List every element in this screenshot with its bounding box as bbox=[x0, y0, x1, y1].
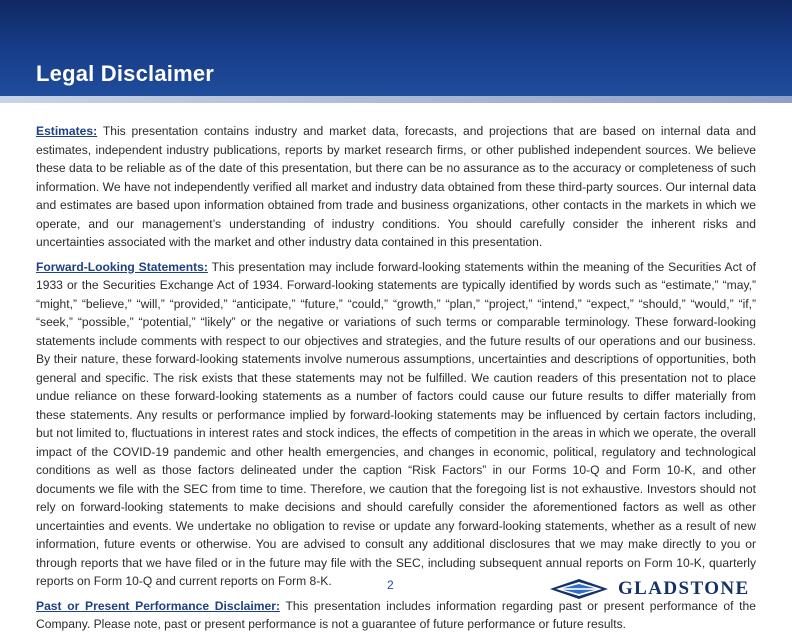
forward-looking-label: Forward-Looking Statements: bbox=[36, 259, 208, 274]
estimates-text: This presentation contains industry and market data, forecasts, and projections that are based on internal data and estimates, independent industry publications, reports by market research firms, or other published independent sources. We believe these data to be reliable as of the date of this presentation, but there can be no assurance as to the accuracy or completeness of such information. We have not independently verified all market and industry data obtained from these third-party sources. Our internal data and estimates are based upon information obtained from trade and business organizations, other contacts in the markets in which we operate, and our management’s understanding of industry conditions. You should carefully consider the inherent risks and uncertainties associated with the market and other industry data contained in this presentation. bbox=[36, 124, 756, 249]
performance-paragraph bbox=[36, 597, 756, 634]
page-number: 2 bbox=[387, 578, 394, 592]
forward-looking-paragraph bbox=[36, 258, 756, 591]
disclaimer-body bbox=[36, 122, 756, 640]
gladstone-logo bbox=[548, 576, 750, 602]
estimates-label: Estimates: bbox=[36, 124, 98, 138]
performance-text: This presentation includes information regarding past or present performance of the Company. Please note, past or present performance is not a guarantee of future performance or future results. bbox=[36, 598, 756, 631]
performance-label: Past or Present Performance Disclaimer: bbox=[36, 598, 280, 613]
gladstone-diamond-logo-icon bbox=[548, 578, 610, 600]
header-accent-band bbox=[0, 96, 792, 103]
logo-wordmark: GLADSTONE bbox=[618, 578, 750, 599]
forward-looking-text: This presentation may include forward-looking statements within the meaning of the Securities Act of 1933 or the Securities Exchange Act of 1934. Forward-looking statements are typically identified by words such as “estimate,” “may,” “might,” “believe,” “will,” “provided,” “anticipate,” “future,” “could,” “growth,” “plan,” “project,” “intend,” “expect,” “should,” “would,” “if,” “seek,” “possible,” “potential,” “likely” or the negative or variations of such terms or comparable terminology. These forward-looking statements include comments with respect to our objectives and strategies, and the future results of our operations and our business. By their nature, these forward-looking statements involve numerous assumptions, uncertainties and descriptions of opportunities, both general and specific. The risk exists that these statements may not be fulfilled. We caution readers of this presentation not to place undue reliance on these forward-looking statements as a number of factors could cause our future results to differ materially from these statements. Any results or performance implied by forward-looking statements may be influenced by certain factors including, but not limited to, fluctuations in interest rates and stock indices, the effects of competition in the areas in which we operate, the overall impact of the COVID-19 pandemic and other health emergencies, and changes in economic, political, regulatory and technological conditions as well as those factors delineated under the caption “Risk Factors” in our Forms 10-Q and Form 10-K, and other documents we file with the SEC from time to time. Therefore, we caution that the foregoing list is not exhaustive. Investors should not rely on forward-looking statements to make decisions and should carefully consider the aforementioned factors as well as other uncertainties and events. We undertake no obligation to revise or update any forward-looking statements, whether as a result of new information, future events or otherwise. You are advised to consult any additional disclosures that we may make directly to you or through reports that we have filed or in the future may file with the SEC, including subsequent annual reports on Form 10-K, quarterly reports on Form 10-Q and current reports on Form 8-K. bbox=[36, 259, 756, 588]
estimates-paragraph bbox=[36, 122, 756, 252]
page-title: Legal Disclaimer bbox=[36, 61, 215, 86]
